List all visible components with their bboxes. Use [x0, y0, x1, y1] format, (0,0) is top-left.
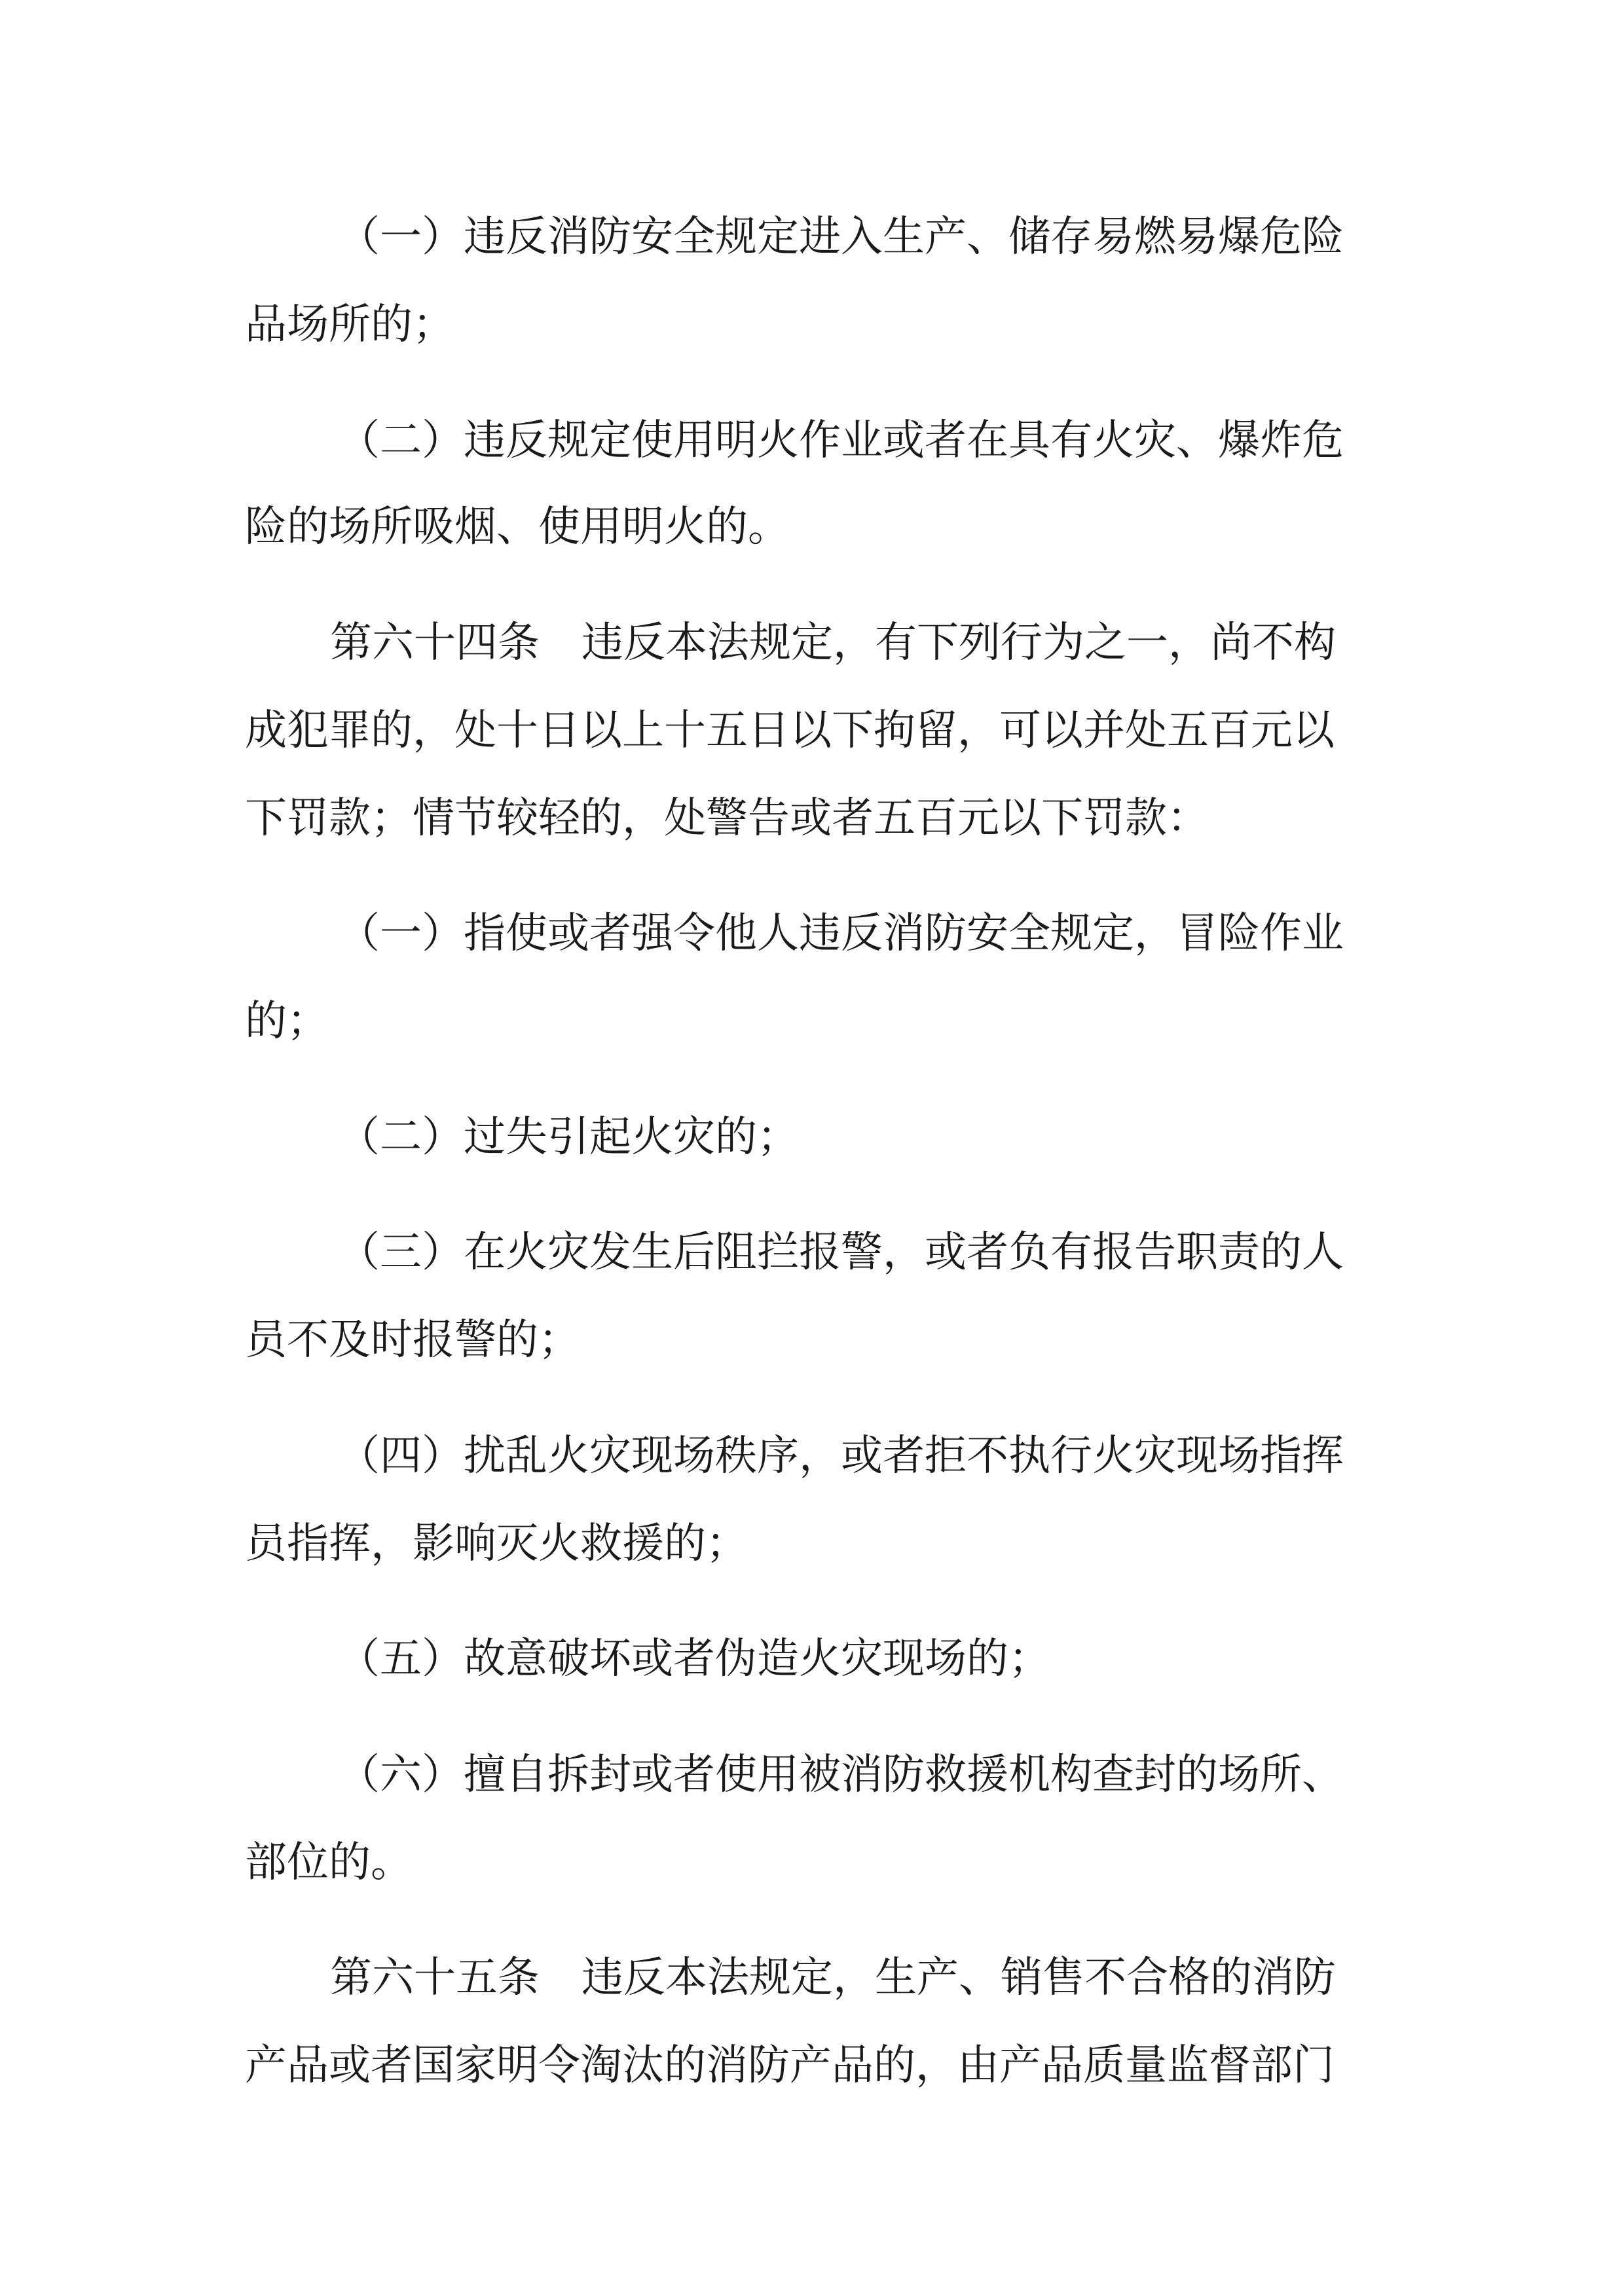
text-line: 部位的。: [245, 1838, 413, 1887]
text-line: （二）过失引起火灾的；: [338, 1113, 799, 1161]
text-line: 成犯罪的，处十日以上十五日以下拘留，可以并处五百元以: [245, 706, 1335, 755]
text-line: 第六十四条 违反本法规定，有下列行为之一，尚不构: [330, 619, 1336, 667]
text-line: 下罚款；情节较轻的，处警告或者五百元以下罚款：: [245, 794, 1209, 843]
text-line: 第六十五条 违反本法规定，生产、销售不合格的消防: [330, 1954, 1336, 2002]
text-line: 的；: [245, 997, 329, 1046]
text-line: （一）指使或者强令他人违反消防安全规定，冒险作业: [338, 909, 1344, 958]
text-line: （六）擅自拆封或者使用被消防救援机构查封的场所、: [338, 1751, 1344, 1799]
text-line: 员指挥，影响灭火救援的；: [245, 1520, 748, 1568]
text-line: 品场所的；: [245, 301, 454, 349]
text-line: （五）故意破坏或者伪造火灾现场的；: [338, 1635, 1050, 1683]
text-line: 产品或者国家明令淘汰的消防产品的，由产品质量监督部门: [245, 2041, 1335, 2090]
text-line: （三）在火灾发生后阻拦报警，或者负有报告职责的人: [338, 1228, 1344, 1277]
text-line: （一）违反消防安全规定进入生产、储存易燃易爆危险: [338, 213, 1344, 261]
text-line: （四）扰乱火灾现场秩序，或者拒不执行火灾现场指挥: [338, 1432, 1344, 1480]
text-line: 员不及时报警的；: [245, 1316, 580, 1364]
text-line: 险的场所吸烟、使用明火的。: [245, 503, 790, 551]
text-line: （二）违反规定使用明火作业或者在具有火灾、爆炸危: [338, 416, 1344, 465]
